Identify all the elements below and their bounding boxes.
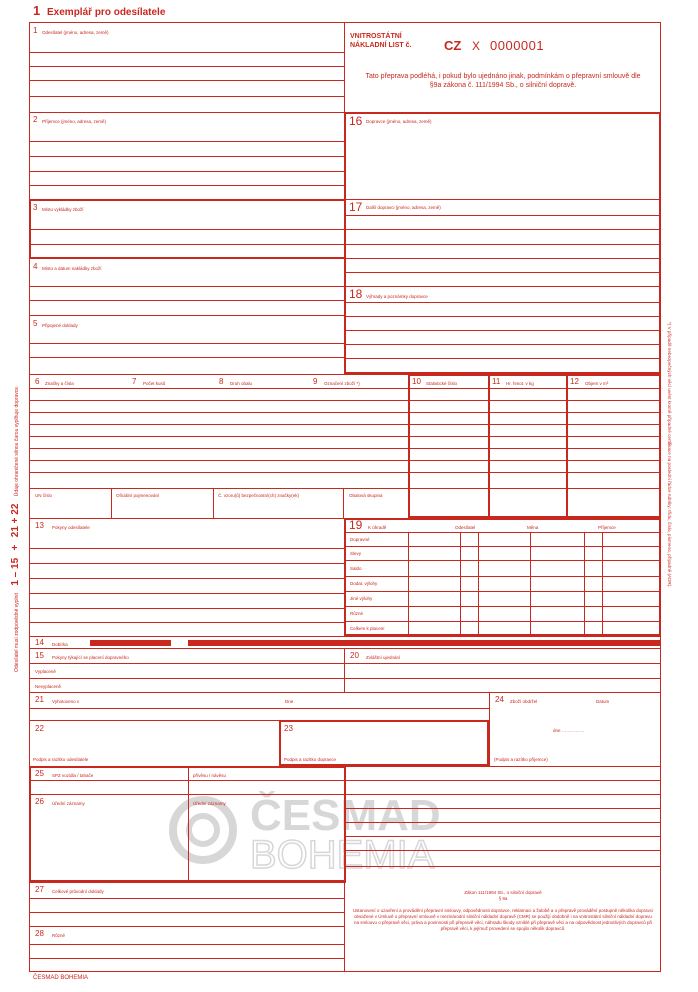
field-22-label: Podpis a razítko odesílatele [33,757,89,762]
consignment-number: 0000001 [490,38,545,53]
field-23-num: 23 [284,724,293,733]
field-6-num: 6 [35,377,40,386]
field-27-num: 27 [35,885,44,894]
side-left-d: 21 + 22 [10,503,21,538]
goods-footer-group: Obalová skupina [349,493,383,498]
field-4-label: Místo a datum nakládky zboží [42,266,102,271]
payment-row-other: Jiné výlohy [350,596,373,601]
field-24-num: 24 [495,695,504,704]
consignment-title-line2: NÁKLADNÍ LIST č. [350,42,412,49]
field-2-num: 2 [33,115,38,124]
side-left-c: + [10,544,21,551]
goods-footer-un: UN číslo [35,493,53,498]
field-14-num: 14 [35,638,44,647]
consignment-country: CZ [444,38,462,53]
field-4-num: 4 [33,262,38,271]
field-3-num: 3 [33,203,38,212]
consignment-separator: X [472,39,481,53]
field-21-date-label: Dne [285,699,294,704]
consignment-title-line1: VNITROSTÁTNÍ [350,33,402,40]
field-20-label: Zvláštní ujednání [366,655,401,660]
pay15-prepaid: Vyplaceně [35,669,56,674]
footer-brand: ČESMAD BOHEMIA [33,975,89,981]
carrier-box [344,112,661,374]
field-18-num: 18 [349,287,363,301]
watermark-line2: BOHEMIA [250,833,435,870]
consignment-notice: Tato přeprava podléhá, i pokud bylo ujednáno jinak, podmínkám o přepravní smlouvě dle §9a zákona č. 111/1994 Sb., o silniční dopravě. [365,73,641,89]
field-20-num: 20 [350,651,359,660]
field-12-label: Objem v m³ [585,381,609,386]
field-25-trailer-label: přívěsu / návěsu [193,773,227,778]
field-24-dne: dne …………… [553,728,585,733]
field-22-num: 22 [35,724,44,733]
field-21-label: Vyhotoveno v [52,699,80,704]
field-19-label: K úhradě [368,525,387,530]
payment-row-freight: Dopravné [350,537,370,542]
pay15-unpaid: Nevyplaceně [35,684,62,689]
copy-title-text: Exemplář pro odesílatele [47,7,166,18]
field-1-num: 1 [33,26,38,35]
field-6-label: Značky a čísla [45,381,74,386]
watermark-line1: ČESMAD [250,791,441,840]
field-13-label: Pokyny odesílatele [52,525,90,530]
field-24-label: Zboží obdržel [510,699,538,704]
field-10-num: 10 [412,377,421,386]
field-1-label: Odesílatel (jméno, adresa, země) [42,30,109,35]
field-24-signature: (Podpis a razítko příjemce) [494,757,548,762]
payment-col-recipient: Příjemce [598,525,616,530]
field-16-num: 16 [349,114,363,128]
field-2-label: Příjemce (jméno, adresa, země) [42,119,107,124]
field-26-label-2: Úřední záznamy [193,801,226,806]
field-10-label: Statistické číslo [426,381,458,386]
field-7-num: 7 [132,377,137,386]
field-21-num: 21 [35,695,44,704]
field-9-label: Označení zboží *) [324,381,360,386]
legal-title: Zákon 111/1994 Sb., o silniční dopravě [464,890,542,895]
payment-col-currency: Měna [527,525,539,530]
payment-row-misc: Různé [350,611,364,616]
field-18-label: Výhrady a poznámky dopravce [366,294,428,299]
payment-row-total: Celkem k placení [350,626,385,631]
field-9-num: 9 [313,377,318,386]
field-25-num: 25 [35,769,44,778]
field-16-label: Dopravce (jméno, adresa, země) [366,119,432,124]
legal-text: Ustanovení o uzavření a provádění přepravní smlouvy, odpovědnosti dopravce, reklamaci a žalobě a o přepravě provádění postupně několika dopravci obsažené v Úmluvě o přepravní smlouvě v mezinárodní silniční nákladní dopravě (CMR) se použijí obdobně i na vnitrostátní silniční nákladní dopravu na smlouvu o přepravě věci, práva a povinnosti při přepravě věci, náhradu škody vzniklé při přepravě věci a na odpovědnost jednotlivých dopravců při přepravě věci, k jejímuž provedení se spojilo několik dopravců. [352,908,654,931]
field-23-label: Podpis a razítko dopravce [284,757,337,762]
field-14-label: Dobírka [52,642,68,647]
field-5-num: 5 [33,319,38,328]
legal-section: § 9a [498,896,508,901]
goods-footer-name: Oficiální pojmenování [116,493,160,498]
payment-row-supplements: Dodat. výlohy [350,581,378,586]
goods-footer-labels: Č. vzoru(ů) bezpečnostní(ch) značky(ek) [218,493,300,498]
field-26-num: 26 [35,797,44,806]
field-17-num: 17 [349,200,363,214]
field-3-label: Místo vykládky zboží [42,207,84,212]
field-28-label: Různé [52,933,66,938]
field-5-label: Připojené doklady [42,323,78,328]
field-11-num: 11 [492,377,501,386]
field-15-label: Pokyny týkající se placení dopravného [52,655,129,660]
payment-col-sender: Odesílatel [455,525,476,530]
field-24-date-label: Datum [596,699,610,704]
side-right-text: *) V případě nebezpečných věcí uvést kromě případné certifikace na poslední řádce rubriky: třídu, číslo, písmeno, případně (ADR). [667,322,672,588]
payment-row-discounts: Slevy [350,551,362,556]
copy-number: 1 [33,3,41,18]
consignment-title [350,32,411,50]
payment-row-balance: Saldo [350,566,362,571]
field-27-label: Celkové průvodní doklady [52,889,104,894]
field-15-num: 15 [35,651,44,660]
cod-band-left [90,640,171,646]
field-13-num: 13 [35,521,44,530]
field-25-label: SPZ vozidla / tahače [52,773,94,778]
side-left-b: 1 – 15 [10,557,21,586]
cod-band-right [188,640,661,646]
field-19-num: 19 [349,518,363,532]
field-11-label: Hr. hmot. v kg [506,381,534,386]
side-left-text [10,386,21,672]
field-8-label: Druh obalu [230,381,253,386]
field-12-num: 12 [570,377,579,386]
side-left-a: Odesílatel musí zodpovědně vyplnit [14,593,20,672]
field-26-label: Úřední záznamy [52,801,85,806]
field-7-label: Počet kusů [143,381,166,386]
field-28-num: 28 [35,929,44,938]
legal-notice [352,890,654,932]
goods-weight-box [408,374,661,518]
copy-title [33,3,165,18]
field-17-label: Další dopravci (jméno, adresa, země) [366,205,441,210]
side-left-e: Údaje ohraničené silnou čarou vyplňuje dopravce. [14,385,20,497]
payment-box [344,518,661,636]
field-8-num: 8 [219,377,224,386]
